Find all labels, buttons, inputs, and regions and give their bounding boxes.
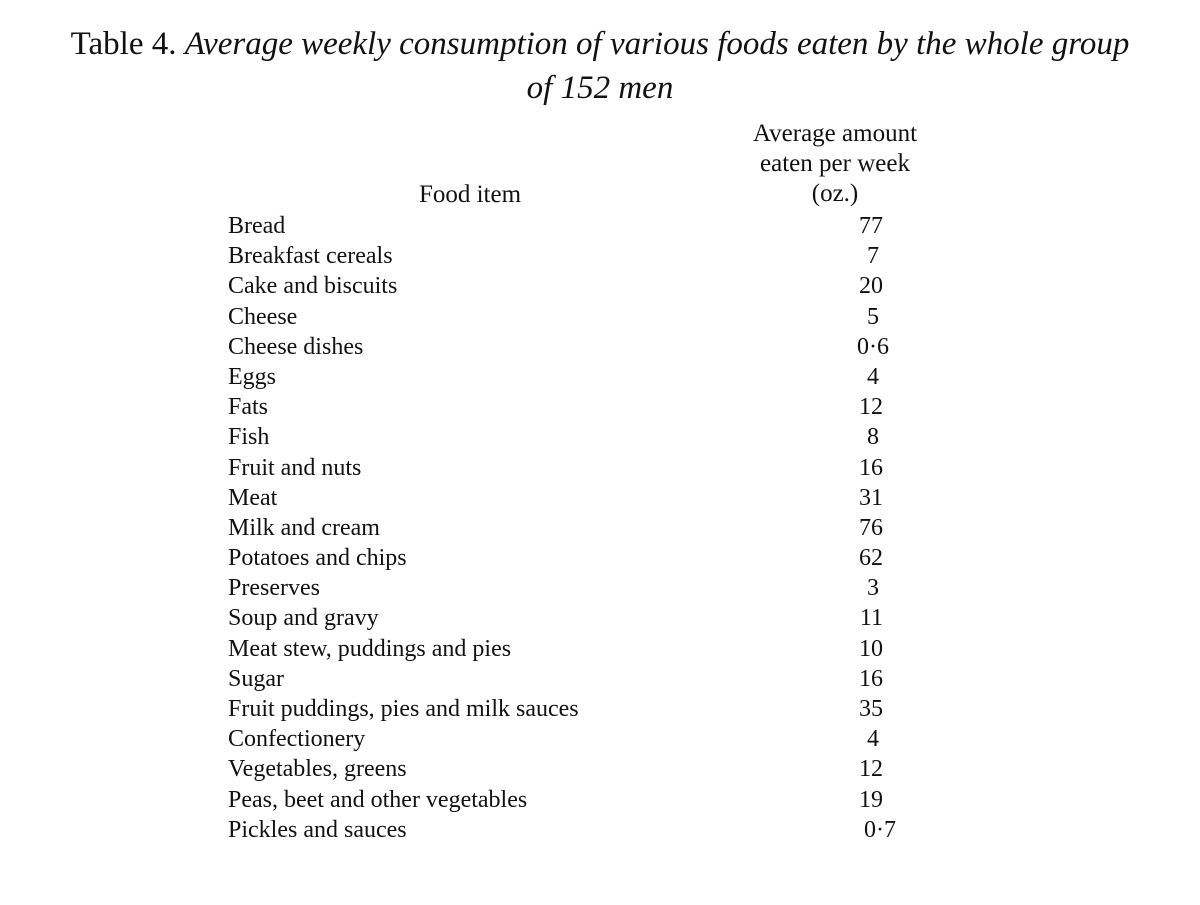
table-row	[228, 543, 928, 573]
food-item-cell: Potatoes and chips	[228, 545, 407, 572]
food-item-cell: Cheese dishes	[228, 333, 364, 360]
amount-cell: 4	[867, 726, 879, 753]
table-row	[228, 664, 928, 694]
food-item-cell: Bread	[228, 213, 286, 239]
table-row	[228, 453, 928, 483]
food-item-cell: Sugar	[228, 665, 284, 692]
table-row	[228, 694, 928, 724]
column-header-amount-line-1: Average amount	[752, 120, 918, 147]
amount-cell: 19	[859, 786, 883, 813]
table-caption	[0, 22, 1200, 110]
table-row	[228, 724, 928, 754]
column-header-amount-unit: (oz.)	[811, 180, 859, 207]
table-row	[228, 573, 928, 603]
amount-cell: 31	[859, 484, 883, 511]
amount-cell: 77	[859, 213, 883, 239]
table-row	[228, 332, 928, 362]
food-item-cell: Preserves	[228, 575, 320, 602]
amount-cell: 0·7	[864, 816, 896, 843]
amount-cell: 4	[867, 363, 879, 390]
caption-line-1	[0, 22, 1200, 66]
amount-cell: 35	[859, 696, 883, 722]
food-item-cell: Breakfast cereals	[228, 243, 393, 270]
food-item-cell: Milk and cream	[228, 514, 380, 541]
food-item-cell: Fruit and nuts	[228, 454, 362, 481]
food-item-cell: Fruit puddings, pies and milk sauces	[228, 696, 579, 722]
column-header-average-amount	[710, 119, 960, 209]
amount-cell: 8	[867, 424, 879, 451]
food-item-cell: Meat stew, puddings and pies	[228, 635, 512, 662]
food-item-cell: Cheese	[228, 303, 298, 330]
table-row	[228, 785, 928, 815]
food-item-cell: Fats	[228, 394, 269, 421]
amount-cell: 16	[859, 454, 883, 481]
table-row	[228, 302, 928, 332]
food-item-cell: Fish	[228, 424, 270, 451]
food-item-cell: Pickles and sauces	[228, 816, 407, 843]
table-body	[228, 211, 928, 845]
column-header-food-item: Food item	[418, 181, 522, 208]
table-row	[228, 392, 928, 422]
food-item-cell: Cake and biscuits	[228, 273, 398, 300]
table-row	[228, 362, 928, 392]
table-row	[228, 513, 928, 543]
amount-cell: 11	[859, 605, 883, 632]
amount-cell: 16	[859, 665, 883, 692]
food-item-cell: Eggs	[228, 363, 276, 390]
amount-cell: 62	[859, 545, 883, 572]
amount-cell: 12	[859, 756, 883, 783]
table-label: Table 4.	[70, 26, 177, 62]
table-row	[228, 634, 928, 664]
amount-cell: 10	[859, 635, 883, 662]
food-item-cell: Confectionery	[228, 726, 366, 753]
table-row	[228, 483, 928, 513]
amount-cell: 5	[867, 303, 879, 330]
amount-cell: 3	[867, 575, 879, 602]
amount-cell: 20	[859, 273, 883, 300]
amount-cell: 12	[859, 394, 883, 421]
table-row	[228, 603, 928, 633]
amount-cell: 76	[859, 514, 883, 541]
food-item-cell: Vegetables, greens	[228, 756, 407, 783]
table-title-continued: of 152 men	[526, 70, 674, 106]
table-row	[228, 422, 928, 452]
table-title: Average weekly consumption of various foods eaten by the whole group	[184, 26, 1130, 62]
table-row	[228, 754, 928, 784]
amount-cell: 7	[867, 243, 879, 270]
column-header-amount-line-2: eaten per week	[760, 150, 910, 177]
food-item-cell: Meat	[228, 484, 278, 511]
food-item-cell: Peas, beet and other vegetables	[228, 786, 528, 813]
amount-cell: 0·6	[857, 333, 889, 360]
table-row	[228, 271, 928, 301]
table-row	[228, 815, 928, 845]
food-item-cell: Soup and gravy	[228, 605, 379, 632]
table-row	[228, 211, 928, 241]
table-row	[228, 241, 928, 271]
